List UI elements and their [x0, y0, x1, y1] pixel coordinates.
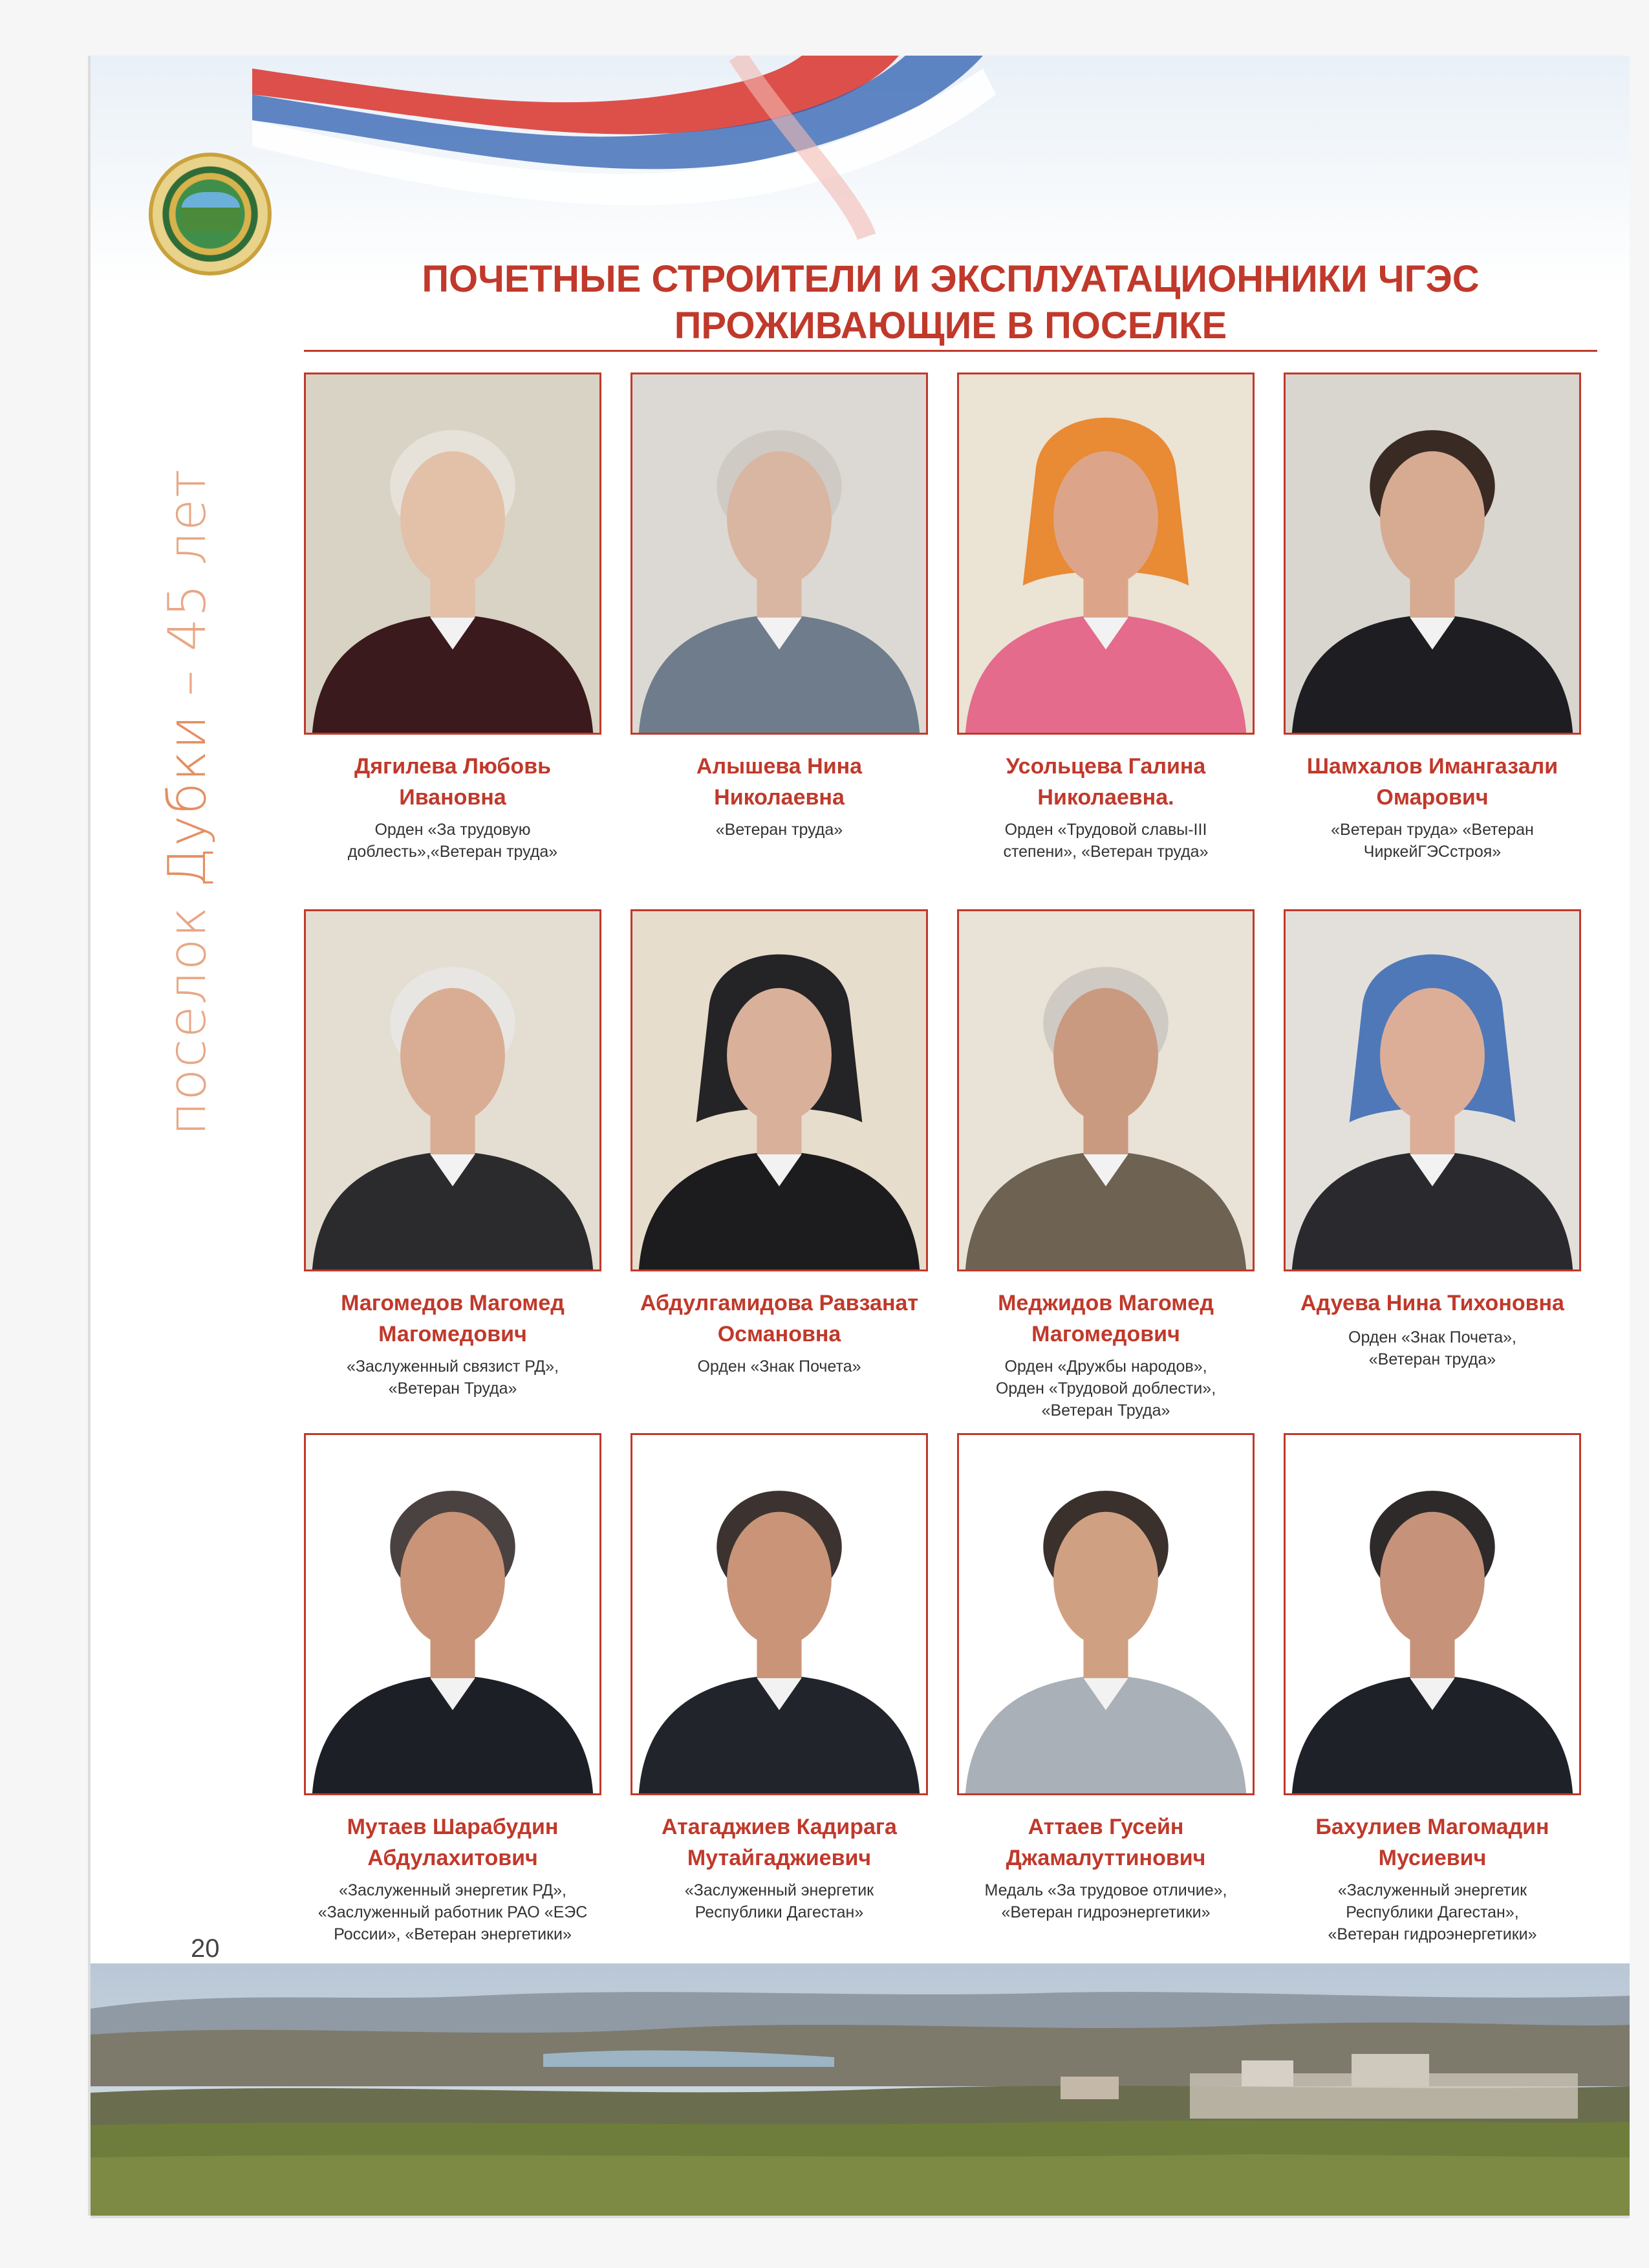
person-photo [630, 909, 928, 1271]
person-name [291, 1288, 614, 1350]
portrait-illustration [632, 911, 926, 1269]
settlement-emblem [149, 153, 272, 275]
person-photo [304, 909, 601, 1271]
person-awards [618, 819, 941, 841]
person-award-line1: «Ветеран труда» [715, 821, 843, 839]
person-name-line1: Дягилева Любовь [354, 754, 551, 779]
person-award-line1: Медаль «За трудовое отличие», [984, 1881, 1227, 1899]
person-award-line2: «Ветеран труда» [1368, 1350, 1496, 1368]
portrait-illustration [1286, 374, 1579, 733]
person-name-line1: Шамхалов Имангазали [1306, 754, 1558, 779]
person-photo [957, 373, 1255, 735]
person-name [944, 1288, 1267, 1350]
person-photo [1284, 1433, 1581, 1795]
person-awards [1271, 1879, 1594, 1945]
side-caption-part1: поселок [157, 887, 217, 1136]
person-name [291, 751, 614, 813]
person-name [291, 1811, 614, 1874]
page [91, 56, 1630, 2216]
person-photo [1284, 909, 1581, 1271]
person-award-line2: Республики Дагестан» [695, 1903, 864, 1921]
person-award-line3: «Ветеран Труда» [1041, 1401, 1170, 1420]
person-award-line3: России», «Ветеран энергетики» [334, 1925, 572, 1943]
page-title [336, 256, 1565, 349]
person-name-line2: Николаевна [714, 785, 845, 810]
person-name-line2: Николаевна. [1037, 785, 1174, 810]
person-name-line2: Джамалуттинович [1006, 1846, 1206, 1870]
person-award-line1: Орден «Трудовой славы-III [1004, 821, 1207, 839]
flag-ribbon-decoration [91, 56, 1630, 288]
portrait-illustration [632, 374, 926, 733]
person-name-line1: Алышева Нина [696, 754, 863, 779]
portrait-illustration [959, 374, 1253, 733]
person-name [618, 751, 941, 813]
person-name [1271, 751, 1594, 813]
person-award-line3: «Ветеран гидроэнергетики» [1328, 1925, 1537, 1943]
person-name-line2: Османовна [717, 1322, 841, 1346]
person-award-line1: Орден «За трудовую [374, 821, 531, 839]
portrait-illustration [1286, 911, 1579, 1269]
portrait-illustration [959, 1435, 1253, 1793]
person-award-line1: «Ветеран труда» «Ветеран [1331, 821, 1534, 839]
person-name [944, 751, 1267, 813]
portrait-illustration [959, 911, 1253, 1269]
person-awards [944, 819, 1267, 863]
person-name [618, 1811, 941, 1874]
person-awards [1271, 1326, 1594, 1370]
person-award-line2: Республики Дагестан», [1346, 1903, 1519, 1921]
person-award-line2: степени», «Ветеран труда» [1003, 843, 1209, 861]
person-name-line1: Абдулгамидова Равзанат [640, 1291, 919, 1315]
person-award-line1: Орден «Знак Почета», [1348, 1328, 1516, 1346]
portrait-illustration [306, 374, 599, 733]
person-photo [630, 373, 928, 735]
person-awards [291, 1879, 614, 1945]
person-name-line1: Бахулиев Магомадин [1315, 1815, 1549, 1839]
person-award-line1: Орден «Дружбы народов», [1004, 1357, 1207, 1376]
person-awards [291, 819, 614, 863]
person-photo [304, 373, 601, 735]
person-name-line2: Мусиевич [1378, 1846, 1487, 1870]
person-name-line1: Меджидов Магомед [998, 1291, 1214, 1315]
person-award-line1: «Заслуженный энергетик РД», [339, 1881, 566, 1899]
page-title-line2: ПРОЖИВАЮЩИЕ В ПОСЕЛКЕ [674, 305, 1227, 347]
person-name-line2: Магомедович [1031, 1322, 1180, 1346]
person-awards [618, 1879, 941, 1923]
side-caption-part3: – 45 лет [157, 468, 217, 714]
person-name [1271, 1288, 1594, 1319]
person-award-line2: доблесть»,«Ветеран труда» [347, 843, 558, 861]
portrait-illustration [306, 911, 599, 1269]
person-award-line2: «Заслуженный работник РАО «ЕЭС [318, 1903, 588, 1921]
portrait-illustration [632, 1435, 926, 1793]
landscape-panorama [91, 1963, 1630, 2216]
page-title-line1: ПОЧЕТНЫЕ СТРОИТЕЛИ И ЭКСПЛУАТАЦИОННИКИ ЧГЭС [422, 258, 1480, 300]
person-photo [957, 1433, 1255, 1795]
person-awards [1271, 819, 1594, 863]
person-award-line2: Орден «Трудовой доблести», [995, 1379, 1216, 1398]
person-award-line2: «Ветеран гидроэнергетики» [1001, 1903, 1211, 1921]
person-name-line2: Ивановна [399, 785, 506, 810]
person-awards [944, 1879, 1267, 1923]
side-caption [149, 457, 226, 1136]
person-awards [944, 1355, 1267, 1421]
person-name-line2: Магомедович [378, 1322, 527, 1346]
person-name-line1: Атагаджиев Кадирага [662, 1815, 897, 1839]
person-name [1271, 1811, 1594, 1874]
portrait-illustration [1286, 1435, 1579, 1793]
person-awards [291, 1355, 614, 1399]
person-name-line1: Магомедов Магомед [341, 1291, 565, 1315]
title-divider [304, 350, 1597, 352]
person-name-line1: Адуева Нина Тихоновна [1300, 1291, 1564, 1315]
person-award-line2: ЧиркейГЭСстроя» [1363, 843, 1502, 861]
person-photo [304, 1433, 601, 1795]
side-caption-highlight: Дубки [157, 713, 217, 888]
person-awards [618, 1355, 941, 1377]
person-name-line2: Мутайгаджиевич [687, 1846, 872, 1870]
person-name [944, 1811, 1267, 1874]
person-award-line1: Орден «Знак Почета» [697, 1357, 861, 1376]
person-photo [1284, 373, 1581, 735]
person-photo [630, 1433, 928, 1795]
person-name-line2: Абдулахитович [367, 1846, 538, 1870]
person-name-line1: Мутаев Шарабудин [347, 1815, 559, 1839]
person-name-line1: Аттаев Гусейн [1028, 1815, 1184, 1839]
person-award-line2: «Ветеран Труда» [388, 1379, 517, 1398]
person-name [618, 1288, 941, 1350]
person-award-line1: «Заслуженный энергетик [1337, 1881, 1527, 1899]
person-award-line1: «Заслуженный связист РД», [346, 1357, 559, 1376]
page-number: 20 [191, 1934, 220, 1963]
portrait-illustration [306, 1435, 599, 1793]
person-award-line1: «Заслуженный энергетик [684, 1881, 874, 1899]
person-photo [957, 909, 1255, 1271]
person-name-line1: Усольцева Галина [1006, 754, 1206, 779]
person-name-line2: Омарович [1376, 785, 1489, 810]
